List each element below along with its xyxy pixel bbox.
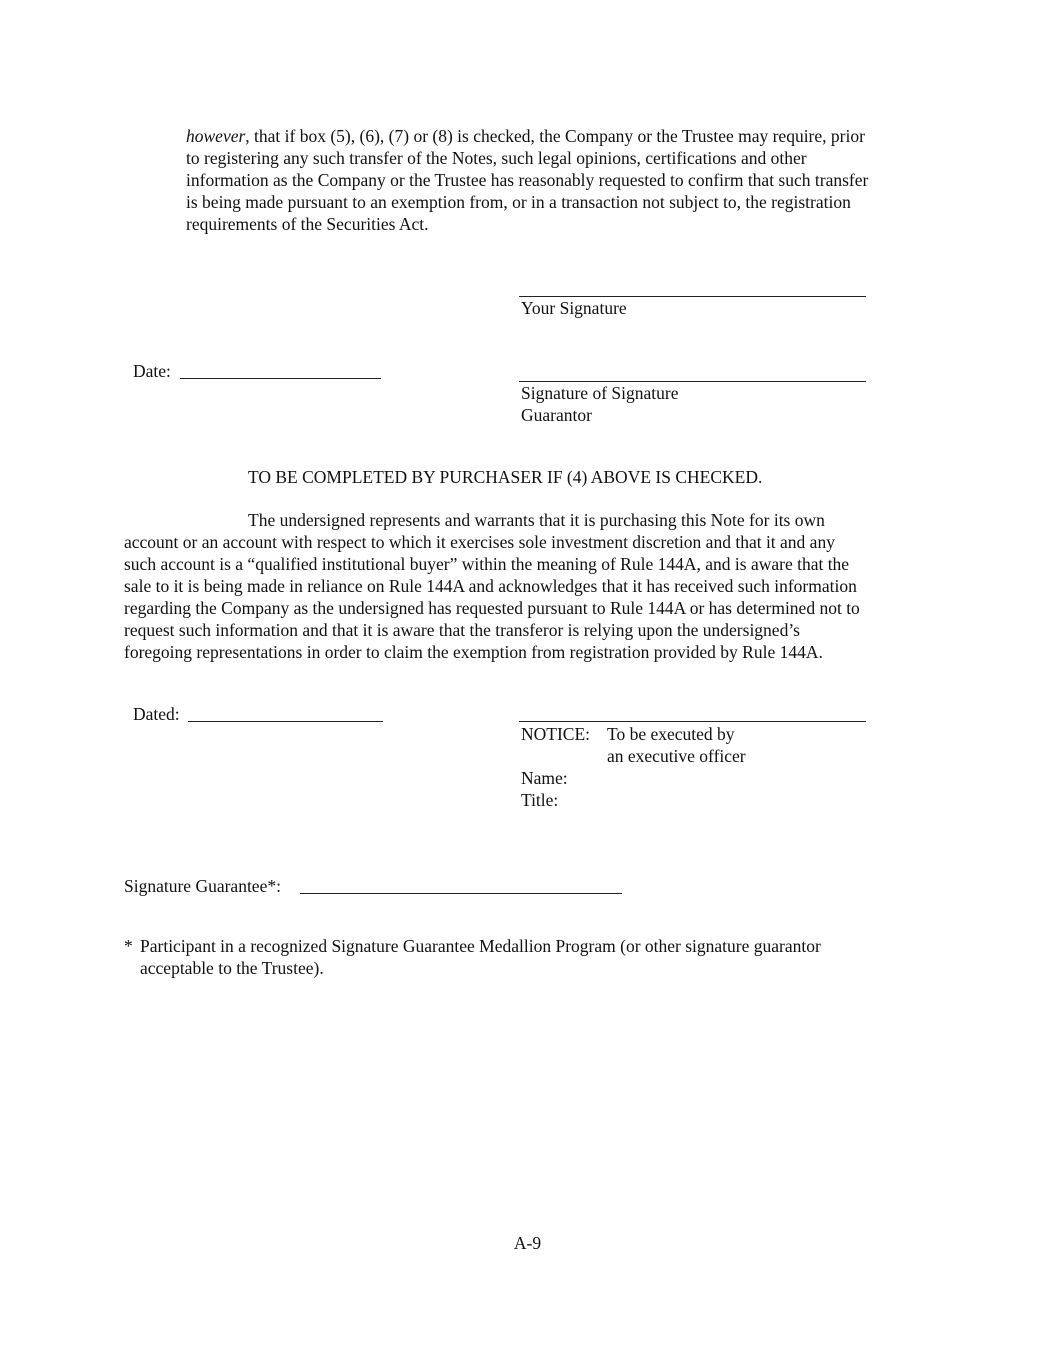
intro-italic-lead: however [186,126,246,146]
page-number: A-9 [513,1233,542,1253]
notice-row [521,723,746,745]
notice-row-2 [521,745,746,767]
name-label: Name: [521,768,568,788]
intro-line-3: information as the Company or the Trustee has reasonably requested to confirm that such transfer [186,170,869,190]
signature-guarantee-line[interactable] [300,893,622,894]
purchaser-line-2: account or an account with respect to which it exercises sole investment discretion and that it and any [124,532,835,552]
notice-block [521,723,746,811]
purchaser-line-1: The undersigned represents and warrants that it is purchasing this Note for its own [248,510,825,530]
date-field-line[interactable] [180,378,381,379]
date-label: Date: [133,361,171,381]
notice-line-1: To be executed by [607,724,735,744]
footnote-line-2: acceptable to the Trustee). [140,958,324,978]
purchaser-heading: TO BE COMPLETED BY PURCHASER IF (4) ABOVE IS CHECKED. [248,467,763,487]
signature-guarantee-label: Signature Guarantee*: [124,876,281,896]
purchaser-paragraph [124,509,934,663]
purchaser-line-3: such account is a “qualified institutional buyer” within the meaning of Rule 144A, and is aware that the [124,554,850,574]
dated-label: Dated: [133,704,180,724]
guarantor-label-line-1: Signature of Signature [521,383,679,403]
purchaser-line-4: sale to it is being made in reliance on Rule 144A and acknowledges that it has received such information [124,576,857,596]
intro-paragraph [186,125,946,235]
footnote-line-1: Participant in a recognized Signature Guarantee Medallion Program (or other signature guarantor [140,936,821,956]
notice-line-2: an executive officer [607,746,746,766]
title-label: Title: [521,790,559,810]
intro-line-2: to registering any such transfer of the Notes, such legal opinions, certifications and other [186,148,807,168]
intro-line-5: requirements of the Securities Act. [186,214,429,234]
notice-label: NOTICE: [521,724,591,744]
your-signature-label: Your Signature [521,298,627,318]
footnote-mark: * [124,936,133,956]
intro-line-4: is being made pursuant to an exemption from, or in a transaction not subject to, the registration [186,192,851,212]
guarantor-label-line-2: Guarantor [521,405,592,425]
dated-field-line[interactable] [188,721,383,722]
executive-signature-line[interactable] [519,721,866,722]
intro-line-1: however, that if box (5), (6), (7) or (8) is checked, the Company or the Trustee may require, prior [186,126,865,146]
purchaser-line-5: regarding the Company as the undersigned has requested pursuant to Rule 144A or has determined not to [124,598,860,618]
purchaser-line-6: request such information and that it is aware that the transferor is relying upon the undersigned’s [124,620,800,640]
purchaser-line-7: foregoing representations in order to claim the exemption from registration provided by Rule 144A. [124,642,823,662]
